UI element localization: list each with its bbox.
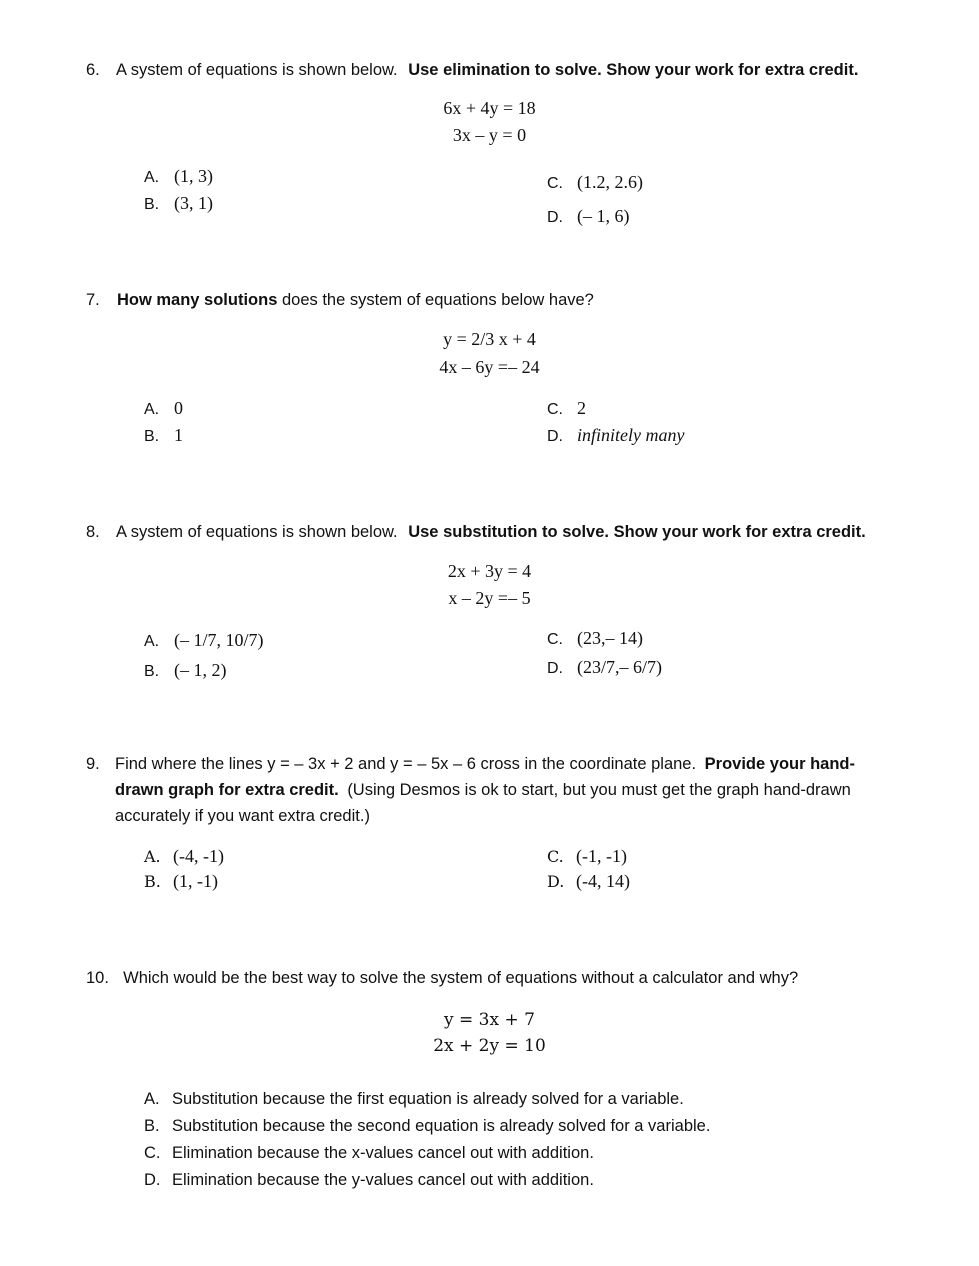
option-letter: C. [547, 401, 563, 418]
option-a[interactable] [144, 630, 264, 652]
option-value: (-4, -1) [173, 846, 224, 866]
option-value: (23,– 14) [577, 628, 643, 648]
option-value: Elimination because the y-values cancel out with addition. [172, 1171, 594, 1189]
option-d[interactable] [547, 425, 684, 447]
question-9 [115, 751, 855, 829]
option-letter: D. [547, 209, 563, 226]
option-value: (– 1/7, 10/7) [174, 630, 264, 650]
option-value: (– 1, 2) [174, 660, 227, 680]
question-text: A system of equations is shown below. [116, 61, 398, 79]
option-b[interactable] [144, 871, 218, 893]
option-letter: B. [144, 1117, 160, 1135]
equation-1: y = 3x + 7 [444, 1010, 535, 1030]
option-letter: C. [547, 631, 563, 648]
equation-2: x – 2y =– 5 [448, 588, 531, 608]
option-value: (1, -1) [173, 871, 218, 891]
option-d[interactable] [547, 657, 662, 679]
option-value: Elimination because the x-values cancel out with addition. [172, 1144, 594, 1162]
question-number: 7. [86, 291, 100, 309]
option-letter: B. [144, 663, 160, 680]
equation-2: 4x – 6y =– 24 [439, 357, 540, 377]
question-text: does the system of equations below have? [281, 291, 594, 309]
option-value: (-1, -1) [576, 846, 627, 866]
option-a[interactable] [144, 846, 224, 868]
option-letter: B. [144, 196, 160, 213]
option-value: (-4, 14) [576, 871, 630, 891]
option-value: 1 [174, 425, 183, 445]
equation-2: 3x – y = 0 [452, 125, 527, 145]
option-letter: A. [144, 633, 160, 650]
question-instruction: Use substitution to solve. Show your work for extra credit. [408, 523, 866, 541]
option-value: (– 1, 6) [577, 206, 630, 226]
option-c[interactable] [547, 628, 643, 650]
question-7 [86, 287, 946, 313]
option-letter: C. [144, 1144, 161, 1162]
question-number: 6. [86, 61, 100, 79]
option-value: (1.2, 2.6) [577, 172, 643, 192]
option-value: (1, 3) [174, 166, 213, 186]
option-letter: C. [547, 847, 564, 866]
option-letter: B. [144, 428, 160, 445]
question-8 [86, 519, 966, 545]
option-a[interactable] [144, 398, 183, 420]
option-letter: D. [144, 1171, 161, 1189]
option-c[interactable] [144, 1143, 594, 1163]
question-text: Which would be the best way to solve the system of equations without a calculator and why? [123, 969, 799, 987]
question-6 [86, 57, 946, 83]
option-a[interactable] [144, 1089, 684, 1109]
option-c[interactable] [547, 172, 643, 194]
option-value: 2 [577, 398, 586, 418]
option-b[interactable] [144, 1116, 710, 1136]
equation-1: 6x + 4y = 18 [443, 98, 536, 118]
option-letter: A. [144, 847, 161, 866]
option-value: 0 [174, 398, 183, 418]
option-letter: C. [547, 175, 563, 192]
question-text: A system of equations is shown below. [116, 523, 398, 541]
option-value: infinitely many [577, 425, 685, 445]
question-9-number: 9. [86, 755, 100, 773]
question-instruction: Provide your hand-drawn graph for extra credit. [115, 755, 856, 799]
equation-1: 2x + 3y = 4 [447, 561, 532, 581]
question-instruction: Use elimination to solve. Show your work for extra credit. [408, 61, 859, 79]
option-letter: D. [547, 660, 563, 677]
option-b[interactable] [144, 425, 183, 447]
option-c[interactable] [547, 398, 586, 420]
option-letter: A. [144, 401, 160, 418]
equation-1: y = 2/3 x + 4 [443, 329, 536, 349]
option-a[interactable] [144, 166, 213, 188]
option-d[interactable] [144, 1170, 594, 1190]
option-b[interactable] [144, 660, 227, 682]
option-value: (3, 1) [174, 193, 213, 213]
option-d[interactable] [547, 206, 630, 228]
question-number: 8. [86, 523, 100, 541]
option-letter: B. [144, 872, 161, 891]
question-text: Find where the lines y = – 3x + 2 and y = – 5x – 6 cross in the coordinate plane. [115, 755, 697, 773]
option-letter: D. [547, 872, 565, 891]
option-value: (23/7,– 6/7) [577, 657, 662, 677]
option-d[interactable] [547, 871, 630, 893]
question-10 [86, 965, 966, 991]
question-number: 10. [86, 969, 109, 987]
option-letter: A. [144, 169, 160, 186]
option-b[interactable] [144, 193, 213, 215]
option-value: Substitution because the second equation is already solved for a variable. [172, 1117, 711, 1135]
question-instruction: How many solutions [116, 291, 278, 309]
question-note: (Using Desmos is ok to start, but you must get the graph hand-drawn accurately if you want extra credit.) [115, 781, 851, 825]
equation-2: 2x + 2y = 10 [433, 1036, 546, 1056]
option-c[interactable] [547, 846, 627, 868]
option-value: Substitution because the first equation is already solved for a variable. [172, 1090, 684, 1108]
option-letter: A. [144, 1090, 160, 1108]
option-letter: D. [547, 428, 563, 445]
